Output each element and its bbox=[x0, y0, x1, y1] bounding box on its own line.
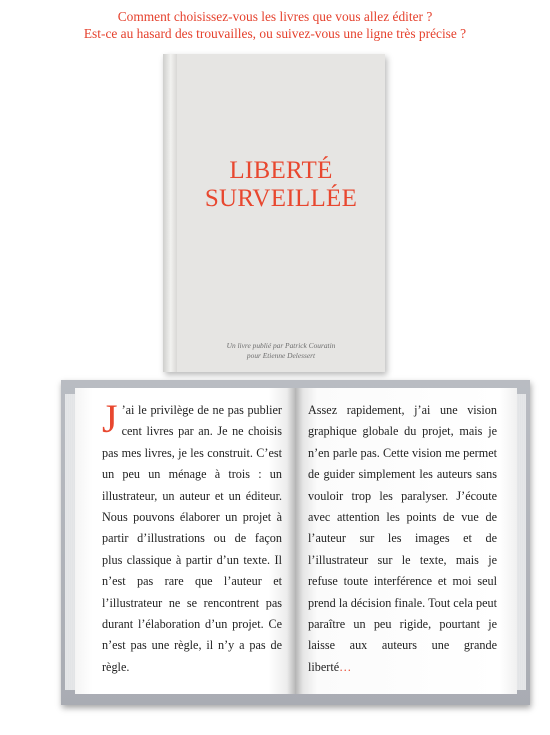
right-page bbox=[295, 388, 517, 694]
open-book bbox=[61, 380, 530, 705]
cover-credit-line-1: Un livre publié par Patrick Couratin bbox=[226, 341, 336, 350]
cover-title-line-2: SURVEILLÉE bbox=[204, 185, 358, 212]
question-line-2: Est-ce au hasard des trouvailles, ou suivez-vous une ligne très précise ? bbox=[83, 26, 467, 41]
right-page-body: Assez rapidement, j’ai une vision graphique globale du projet, mais je n’en parle pas. Cette vision me permet de guider simplement les auteurs sans vouloir trop les paralyser. J’écoute avec attention les points de vue de l’auteur sur les images et de l’illustrateur sur le texte, mais je refuse toute interférence et moi seul prend la décision finale. Tout cela peut paraître un peu rigide, pourtant je laisse aux auteurs une grande liberté bbox=[308, 403, 497, 674]
left-page-body: ’ai le privilège de ne pas publier cent livres par an. Je ne choisis pas mes livres, je les construit. C’est un peu un ménage à trois : un illustrateur, un auteur et un éditeur. Nous pouvons élaborer un projet à partir d’illustrations ou de façon plus classique à partir d’un texte. Il n’est pas rare que l’auteur et l’illustrateur ne se rencontrent pas durant l’élaboration d’un projet. Ce n’est pas une règle, il n’y a pas de règle. bbox=[102, 403, 282, 674]
cover-title-line-1: LIBERTÉ bbox=[229, 157, 333, 184]
left-page-text bbox=[102, 396, 282, 678]
cover-spine bbox=[163, 54, 177, 372]
cover-credit bbox=[177, 341, 385, 361]
page-edges-right bbox=[516, 394, 526, 690]
page-edges-left bbox=[65, 394, 75, 690]
book-gutter bbox=[287, 388, 303, 694]
cover-credit-line-2: pour Etienne Delessert bbox=[246, 351, 316, 360]
question-line-1: Comment choisissez-vous les livres que vous allez éditer ? bbox=[117, 9, 433, 24]
book-cover bbox=[163, 54, 385, 372]
ellipsis: … bbox=[339, 659, 352, 674]
right-page-text bbox=[308, 400, 497, 678]
cover-title bbox=[177, 157, 385, 213]
left-page bbox=[75, 388, 295, 694]
interview-question bbox=[0, 8, 550, 42]
drop-cap: J bbox=[102, 396, 118, 441]
